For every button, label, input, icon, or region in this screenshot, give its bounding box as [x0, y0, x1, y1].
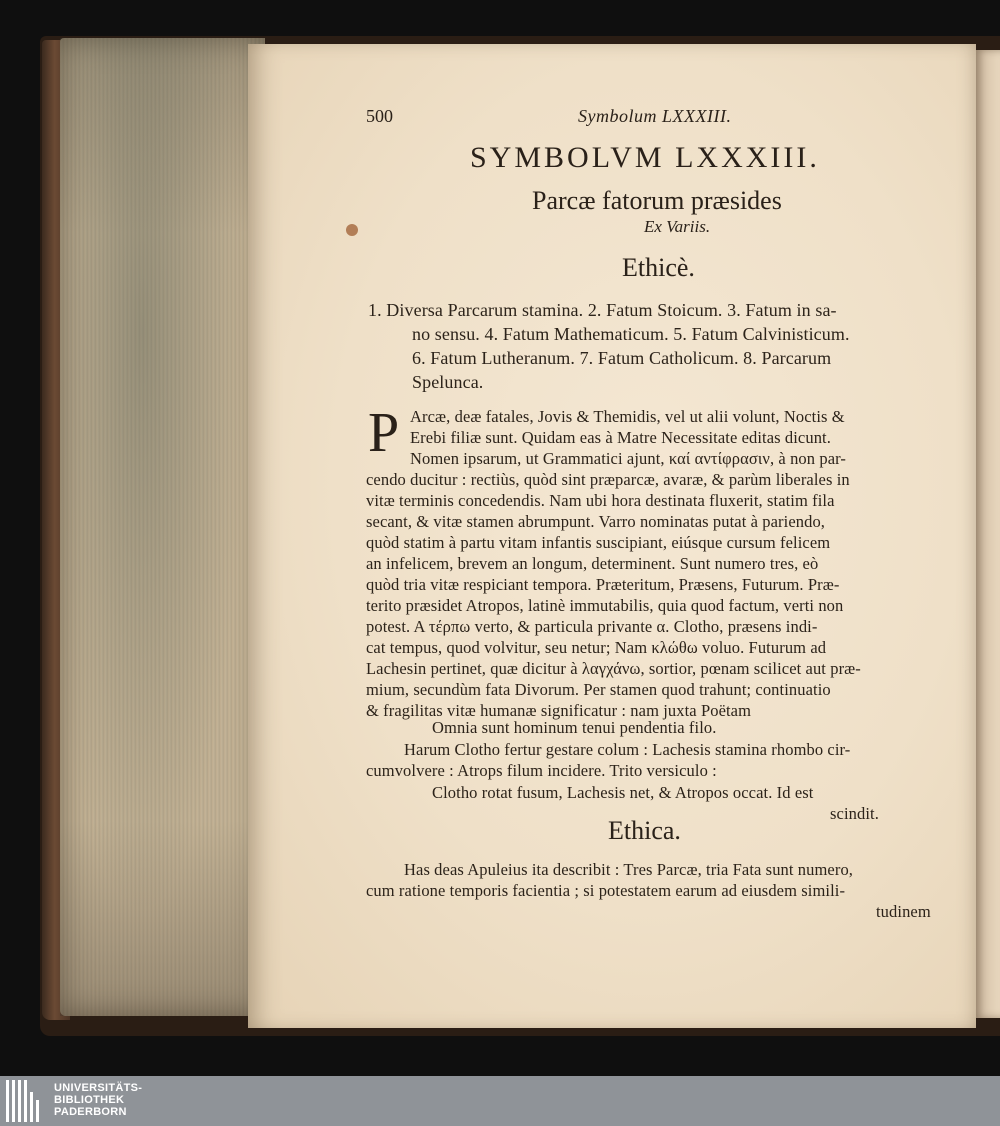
toc-line: Spelunca. — [412, 372, 484, 392]
section-heading-ethica: Ethica. — [608, 816, 681, 845]
body-line: cat tempus, quod volvitur, seu netur; Nam κλώθω voluo. Futurum ad — [366, 638, 827, 657]
body-line: quòd statim à partu vitam infantis suscipiant, eiúsque cursum felicem — [366, 533, 831, 552]
page-number: 500 — [366, 106, 393, 126]
body-line: quòd tria vitæ respiciant tempora. Præteritum, Præsens, Futurum. Præ- — [366, 575, 840, 594]
subtitle: Parcæ fatorum præsides — [532, 186, 782, 215]
library-footer — [0, 1076, 1000, 1126]
drop-cap: P — [368, 402, 400, 464]
body-line: Arcæ, deæ fatales, Jovis & Themidis, vel ut alii volunt, Noctis & — [410, 407, 845, 426]
catchword: tudinem — [876, 902, 931, 921]
page-title: SYMBOLVM LXXXIII. — [470, 141, 820, 174]
toc-line: 6. Fatum Lutheranum. 7. Fatum Catholicum. 8. Parcarum — [412, 348, 832, 368]
body-line: cum ratione temporis facientia ; si potestatem earum ad eiusdem simili- — [366, 881, 846, 900]
toc-line: no sensu. 4. Fatum Mathematicum. 5. Fatum Calvinisticum. — [412, 324, 850, 344]
running-title: Symbolum LXXXIII. — [578, 106, 732, 126]
verse-line-continued: scindit. — [830, 804, 879, 823]
body-line: an infelicem, brevem an longum, determinent. Sunt numero tres, eò — [366, 554, 819, 573]
body-line: Nomen ipsarum, ut Grammatici ajunt, καί αντίφρασιν, à non par- — [410, 449, 846, 468]
verse-line: Omnia sunt hominum tenui pendentia filo. — [432, 718, 717, 737]
body-line: cumvolvere : Atrops filum incidere. Trito versiculo : — [366, 761, 717, 780]
library-name-line: PADERBORN — [54, 1106, 127, 1118]
body-line: mium, secundùm fata Divorum. Per stamen quod trahunt; continuatio — [366, 680, 831, 699]
page-stain — [346, 224, 358, 236]
body-line: Erebi filiæ sunt. Quidam eas à Matre Necessitate editas dicunt. — [410, 428, 831, 447]
section-heading-ethice: Ethicè. — [622, 253, 695, 282]
body-line: Lachesin pertinet, quæ dicitur à λαγχάνω, sortior, pœnam scilicet aut præ- — [366, 659, 861, 678]
toc-line: 1. Diversa Parcarum stamina. 2. Fatum Stoicum. 3. Fatum in sa- — [368, 300, 837, 320]
body-line: & fragilitas vitæ humanæ significatur : nam juxta Poëtam — [366, 701, 752, 720]
body-line: Harum Clotho fertur gestare colum : Lachesis stamina rhombo cir- — [404, 740, 851, 759]
body-line: potest. A τέρπω verto, & particula privante α. Clotho, præsens indi- — [366, 617, 818, 636]
library-name — [54, 1082, 142, 1118]
body-line: secant, & vitæ stamen abrumpunt. Varro nominatas putat à pariendo, — [366, 512, 826, 531]
page-edges — [60, 38, 265, 1016]
body-line: cendo ducitur : rectiùs, quòd sint præparcæ, avaræ, & parùm liberales in — [366, 470, 850, 489]
library-name-line: UNIVERSITÄTS- — [54, 1082, 143, 1094]
verse-line: Clotho rotat fusum, Lachesis net, & Atropos occat. Id est — [432, 783, 814, 802]
library-name-line: BIBLIOTHEK — [54, 1094, 125, 1106]
library-logo-icon — [6, 1080, 48, 1122]
right-page-edge — [974, 50, 1000, 1018]
source-note: Ex Variis. — [644, 217, 711, 236]
body-line: vitæ terminis concedendis. Nam ubi hora destinata fluxerit, statim fila — [366, 491, 835, 510]
body-line: Has deas Apuleius ita describit : Tres Parcæ, tria Fata sunt numero, — [404, 860, 854, 879]
body-line: terito præsidet Atropos, latinè immutabilis, quia quod factum, verti non — [366, 596, 844, 615]
